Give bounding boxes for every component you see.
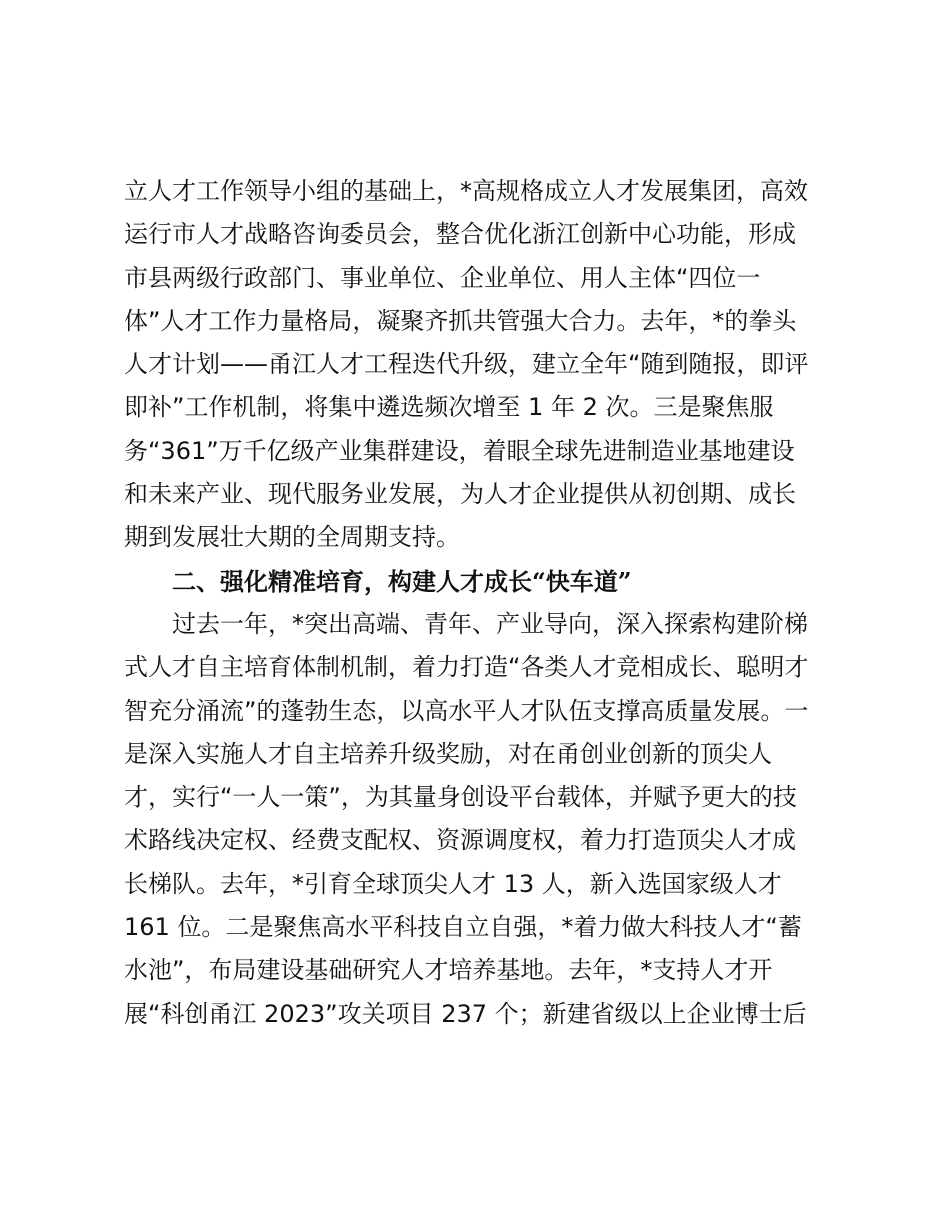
body-text-line: 人才计划——甬江人才工程迭代升级，建立全年“随到随报，即评	[124, 350, 809, 379]
body-text-line: 161 位。二是聚焦高水平科技自立自强，*着力做大科技人才“蓄	[124, 913, 802, 942]
body-text-line: 务“361”万千亿级产业集群建设，着眼全球先进制造业基地建设	[124, 436, 795, 465]
body-text-line: 智充分涌流”的蓬勃生态，以高水平人才队伍支撑高质量发展。一	[124, 696, 809, 725]
body-text-line: 式人才自主培育体制机制，着力打造“各类人才竞相成长、聪明才	[124, 653, 809, 682]
section-heading: 二、强化精准培育，构建人才成长“快车道”	[172, 566, 632, 596]
body-text-line: 体”人才工作力量格局，凝聚齐抓共管强大合力。去年，*的拳头	[124, 306, 797, 335]
body-text-line: 才，实行“一人一策”，为其量身创设平台载体，并赋予更大的技	[124, 783, 797, 812]
document-body	[124, 170, 844, 1036]
body-text-line: 展“科创甬江 2023”攻关项目 237 个；新建省级以上企业博士后	[124, 999, 807, 1028]
body-text-line: 运行市人才战略咨询委员会，整合优化浙江创新中心功能，形成	[124, 220, 796, 249]
body-text-line: 术路线决定权、经费支配权、资源调度权，着力打造顶尖人才成	[124, 826, 796, 855]
body-text-line: 长梯队。去年，*引育全球顶尖人才 13 人，新入选国家级人才	[124, 869, 782, 898]
body-text-line: 期到发展壮大期的全周期支持。	[124, 523, 460, 552]
body-text-line: 和未来产业、现代服务业发展，为人才企业提供从初创期、成长	[124, 480, 796, 509]
body-text-line: 立人才工作领导小组的基础上，*高规格成立人才发展集团，高效	[124, 177, 808, 205]
body-text-line: 是深入实施人才自主培养升级奖励，对在甬创业创新的顶尖人	[124, 739, 772, 768]
body-text-line: 市县两级行政部门、事业单位、企业单位、用人主体“四位一	[124, 263, 761, 292]
body-text-line: 过去一年，*突出高端、青年、产业导向，深入探索构建阶梯	[172, 609, 808, 638]
body-text-line: 水池”，布局建设基础研究人才培养基地。去年，*支持人才开	[124, 956, 773, 985]
body-text-line: 即补”工作机制，将集中遴选频次增至 1 年 2 次。三是聚焦服	[124, 393, 774, 422]
